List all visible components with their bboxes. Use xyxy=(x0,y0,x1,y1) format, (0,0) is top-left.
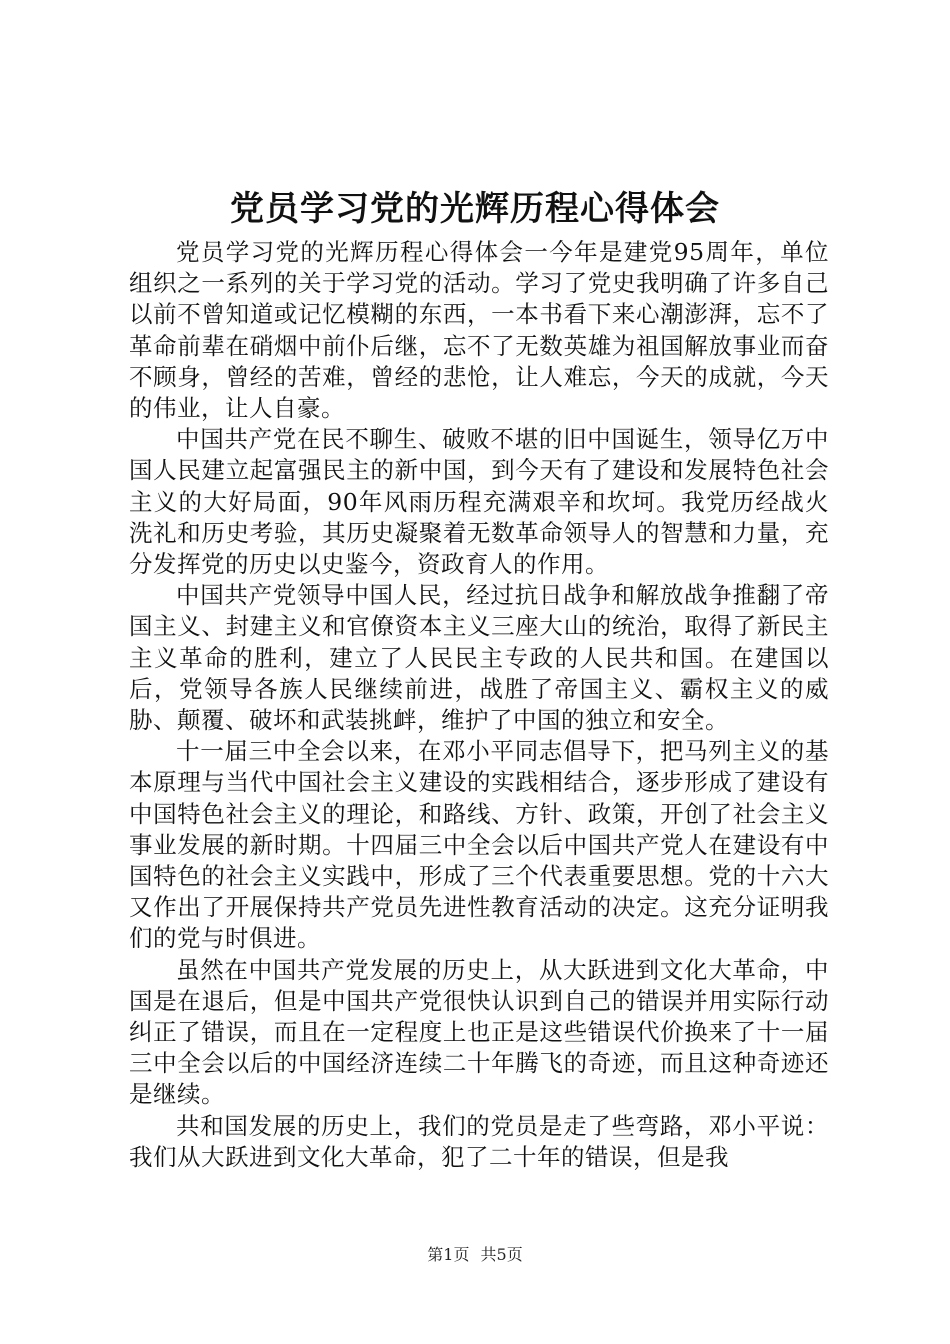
page-footer xyxy=(0,1245,950,1265)
paragraph-5: 虽然在中国共产党发展的历史上，从大跃进到文化大革命，中国是在退后，但是中国共产党很快认识到自己的错误并用实际行动纠正了错误，而且在一定程度上也正是这些错误代价换来了十一届三中全会以后的中国经济连续二十年腾飞的奇迹，而且这种奇迹还是继续。 xyxy=(129,955,829,1109)
paragraph-2: 中国共产党在民不聊生、破败不堪的旧中国诞生，领导亿万中国人民建立起富强民主的新中国，到今天有了建设和发展特色社会主义的大好局面，90年风雨历程充满艰辛和坎坷。我党历经战火洗礼和历史考验，其历史凝聚着无数革命领导人的智慧和力量，充分发挥党的历史以史鉴今，资政育人的作用。 xyxy=(129,425,829,579)
document-title: 党员学习党的光辉历程心得体会 xyxy=(230,189,720,229)
paragraph-6: 共和国发展的历史上，我们的党员是走了些弯路，邓小平说：我们从大跃进到文化大革命，犯了二十年的错误，但是我 xyxy=(129,1111,829,1171)
page-number: 第1页 xyxy=(427,1245,470,1264)
paragraph-4: 十一届三中全会以来，在邓小平同志倡导下，把马列主义的基本原理与当代中国社会主义建设的实践相结合，逐步形成了建设有中国特色社会主义的理论，和路线、方针、政策，开创了社会主义事业发展的新时期。十四届三中全会以后中国共产党人在建设有中国特色的社会主义实践中，形成了三个代表重要思想。党的十六大又作出了开展保持共产党员先进性教育活动的决定。这充分证明我们的党与时俱进。 xyxy=(129,737,829,953)
page-total: 共5页 xyxy=(480,1245,523,1264)
paragraph-1: 党员学习党的光辉历程心得体会一今年是建党95周年，单位组织之一系列的关于学习党的活动。学习了党史我明确了许多自己以前不曾知道或记忆模糊的东西，一本书看下来心潮澎湃，忘不了革命前辈在硝烟中前仆后继，忘不了无数英雄为祖国解放事业而奋不顾身，曾经的苦难，曾经的悲怆，让人难忘，今天的成就，今天的伟业，让人自豪。 xyxy=(129,238,829,423)
paragraph-3: 中国共产党领导中国人民，经过抗日战争和解放战争推翻了帝国主义、封建主义和官僚资本主义三座大山的统治，取得了新民主主义革命的胜利，建立了人民民主专政的人民共和国。在建国以后，党领导各族人民继续前进，战胜了帝国主义、霸权主义的威胁、颠覆、破坏和武装挑衅，维护了中国的独立和安全。 xyxy=(129,581,829,735)
document-body xyxy=(129,237,829,1173)
